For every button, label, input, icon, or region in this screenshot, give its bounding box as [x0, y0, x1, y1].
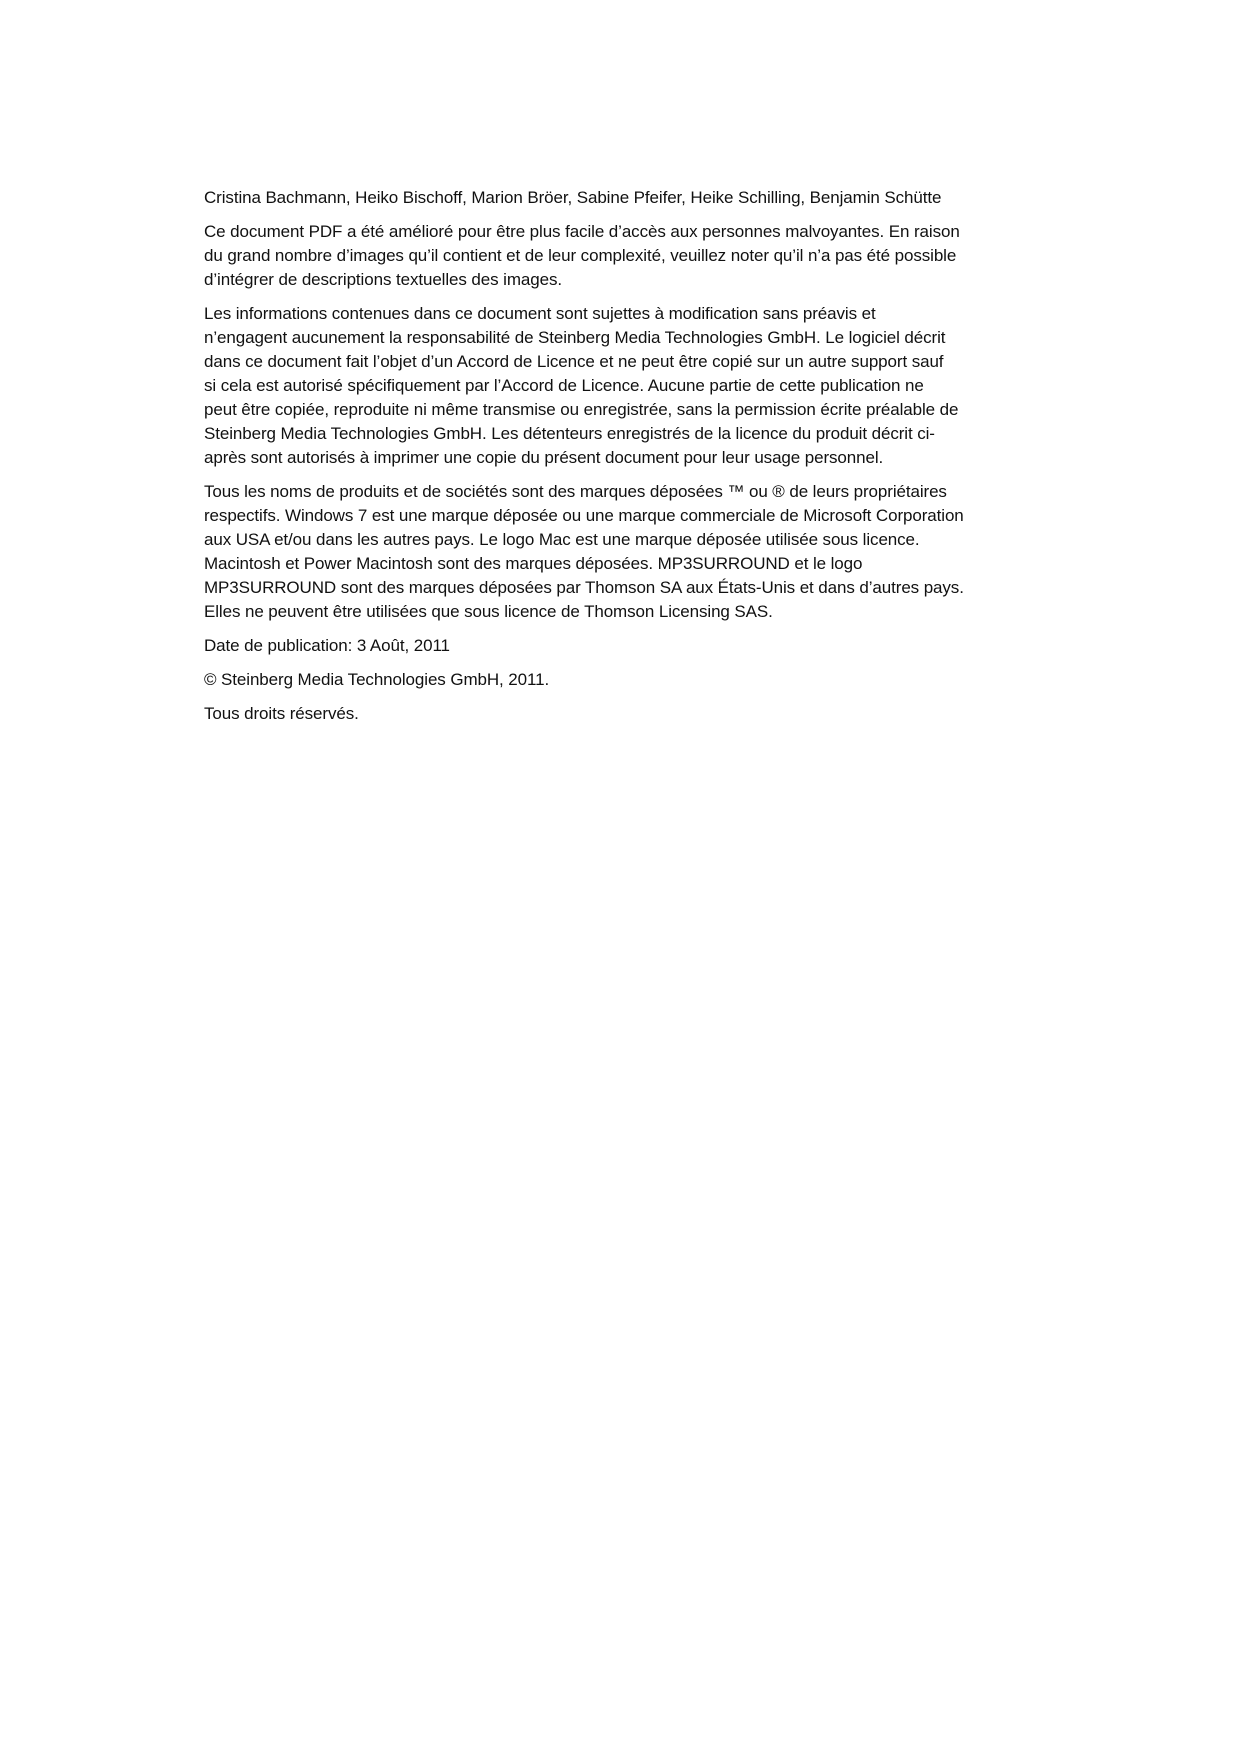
paragraph-line: si cela est autorisé spécifiquement par l’Accord de Licence. Aucune partie de cette publication ne — [204, 376, 924, 395]
accessibility-paragraph — [204, 220, 1038, 292]
paragraph-line: Macintosh et Power Macintosh sont des marques déposées. MP3SURROUND et le logo — [204, 554, 863, 573]
paragraph-line: Steinberg Media Technologies GmbH. Les détenteurs enregistrés de la licence du produit décrit ci- — [204, 424, 935, 443]
paragraph-line: MP3SURROUND sont des marques déposées par Thomson SA aux États-Unis et dans d’autres pays. — [204, 578, 964, 597]
document-body — [204, 186, 1038, 736]
paragraph-line: aux USA et/ou dans les autres pays. Le logo Mac est une marque déposée utilisée sous licence. — [204, 530, 920, 549]
paragraph-line: après sont autorisés à imprimer une copie du présent document pour leur usage personnel. — [204, 448, 884, 467]
copyright-text: © Steinberg Media Technologies GmbH, 2011. — [204, 670, 550, 689]
authors-line — [204, 186, 1038, 210]
copyright-line — [204, 668, 1038, 692]
paragraph-line: Les informations contenues dans ce document sont sujettes à modification sans préavis et — [204, 304, 876, 323]
paragraph-line: n’engagent aucunement la responsabilité de Steinberg Media Technologies GmbH. Le logiciel décrit — [204, 328, 946, 347]
publication-date-text: Date de publication: 3 Août, 2011 — [204, 636, 450, 655]
publication-date — [204, 634, 1038, 658]
paragraph-line: d’intégrer de descriptions textuelles des images. — [204, 270, 562, 289]
paragraph-line: dans ce document fait l’objet d’un Accord de Licence et ne peut être copié sur un autre support sauf — [204, 352, 944, 371]
legal-notice-paragraph — [204, 302, 1038, 470]
rights-line — [204, 702, 1038, 726]
rights-text: Tous droits réservés. — [204, 704, 359, 723]
paragraph-line: Elles ne peuvent être utilisées que sous licence de Thomson Licensing SAS. — [204, 602, 773, 621]
paragraph-line: Tous les noms de produits et de sociétés sont des marques déposées ™ ou ® de leurs propriétaires — [204, 482, 947, 501]
authors-text: Cristina Bachmann, Heiko Bischoff, Marion Bröer, Sabine Pfeifer, Heike Schilling, Benjamin Schütte — [204, 188, 942, 207]
paragraph-line: Ce document PDF a été amélioré pour être plus facile d’accès aux personnes malvoyantes. En raison — [204, 222, 960, 241]
paragraph-line: respectifs. Windows 7 est une marque déposée ou une marque commerciale de Microsoft Corporation — [204, 506, 964, 525]
paragraph-line: peut être copiée, reproduite ni même transmise ou enregistrée, sans la permission écrite préalable de — [204, 400, 959, 419]
paragraph-line: du grand nombre d’images qu’il contient et de leur complexité, veuillez noter qu’il n’a pas été possible — [204, 246, 957, 265]
trademarks-paragraph — [204, 480, 1038, 624]
